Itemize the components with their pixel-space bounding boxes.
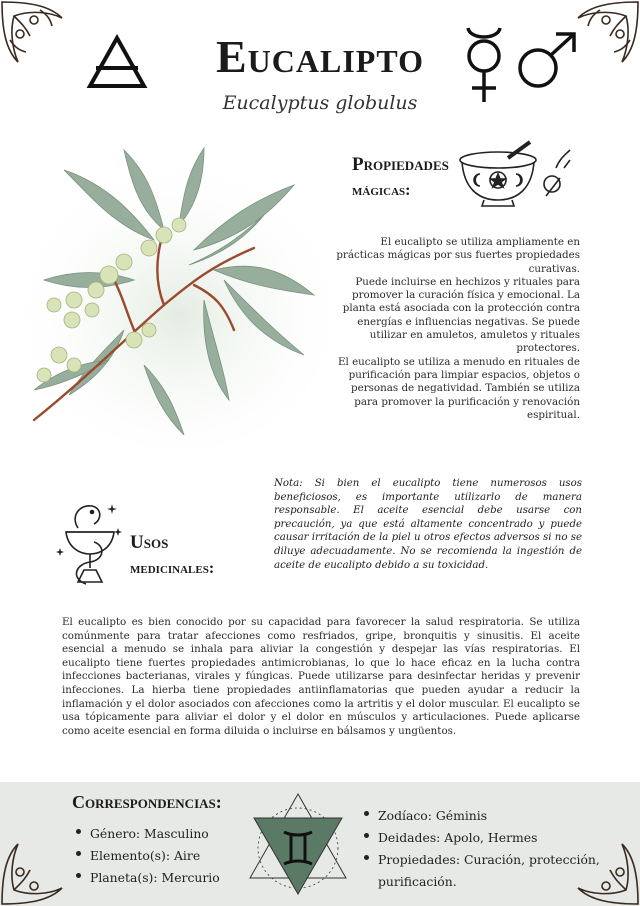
mars-symbol-icon — [514, 30, 580, 90]
medicinal-heading-line1: Usos — [130, 532, 169, 553]
list-item: Elemento(s): Aire — [74, 845, 220, 867]
corner-ornament-bottom-left-icon — [0, 836, 70, 906]
magic-description — [336, 236, 580, 422]
magic-paragraph: Puede incluirse en hechizos y rituales para promover la curación física y emocional. La planta está asociada con la protección contra energías e influencias negativas. Se puede utilizar en amuletos, amuletos y rituales protectores. — [342, 275, 580, 355]
air-element-icon — [86, 34, 148, 90]
magic-heading-line1: Propiedades — [352, 154, 449, 175]
gemini-triangle-icon — [246, 790, 350, 900]
mortar-pestle-icon — [456, 138, 576, 210]
list-item: Zodíaco: Géminis — [362, 805, 602, 827]
magic-paragraph: El eucalipto se utiliza ampliamente en prácticas mágicas por sus fuertes propiedades curativas. — [336, 236, 580, 275]
list-item: Propiedades: Curación, protección, purificación. — [362, 849, 602, 893]
mercury-symbol-icon — [458, 24, 510, 106]
corner-ornament-bottom-right-icon — [570, 836, 640, 906]
page-subtitle: Eucalyptus globulus — [222, 92, 418, 114]
correspondences-list-right — [362, 805, 602, 893]
medicinal-description: El eucalipto es bien conocido por su capacidad para favorecer la salud respiratoria. Se utiliza comúnmente para tratar afecciones como resfriados, gripe, bronquitis y sinusitis. El aceite esencial a menudo se inhala para aliviar la congestión y despejar las vías respiratorias. El eucalipto tiene fuertes propiedades antimicrobianas, lo que lo hace eficaz en la lucha contra infecciones bacterianas, virales y fúngicas. Puede utilizarse para desinfectar heridas y prevenir infecciones. La hierba tiene propiedades antiinflamatorias que pueden ayudar a reducir la inflamación y el dolor asociados con afecciones como la artritis y el dolor muscular. El eucalipto se usa tópicamente para aliviar el dolor y el dolor en músculos y articulaciones. Puede aplicarse como aceite esencial en forma diluida o incluirse en bálsamos y ungüentos. — [62, 616, 580, 737]
correspondences-heading: Correspondencias: — [72, 792, 222, 812]
list-item: Género: Masculino — [74, 823, 220, 845]
eucalyptus-illustration — [14, 130, 344, 460]
medicine-cup-serpent-icon — [56, 498, 126, 588]
caution-note: Nota: Si bien el eucalipto tiene numerosos usos beneficiosos, es importante utilizarlo de manera responsable. El aceite esencial debe usarse con precaución, ya que está altamente concentrado y puede causar irritación de la piel u otros efectos adversos si no se diluye adecuadamente. No se recomienda la ingestión de aceite de eucalipto debido a su toxicidad. — [274, 478, 582, 571]
magic-paragraph: El eucalipto se utiliza a menudo en rituales de purificación para limpiar espacios, objetos o personas de negatividad. También se utiliza para promover la purificación y renovación espiritual. — [338, 355, 580, 421]
list-item: Deidades: Apolo, Hermes — [362, 827, 602, 849]
list-item: Planeta(s): Mercurio — [74, 867, 220, 889]
corner-ornament-top-right-icon — [570, 0, 640, 70]
magic-heading-line2: mágicas: — [352, 182, 411, 199]
correspondences-list-left — [74, 823, 220, 889]
corner-ornament-top-left-icon — [0, 0, 70, 70]
medicinal-heading-line2: medicinales: — [130, 560, 215, 577]
page-title: Eucalipto — [215, 31, 424, 82]
